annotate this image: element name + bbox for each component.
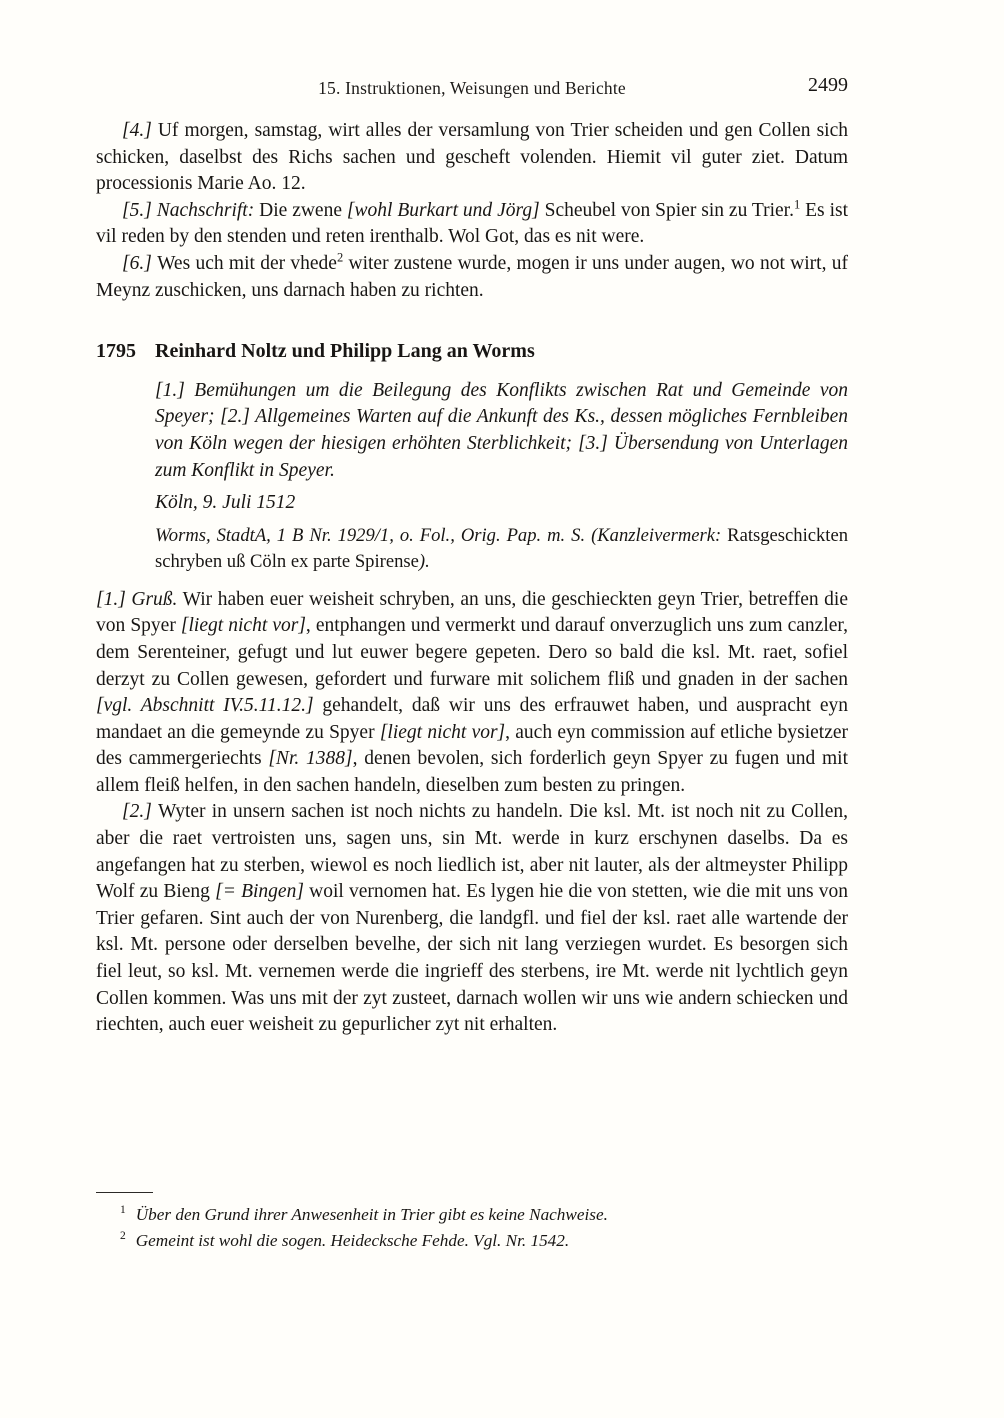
italic-run: [5.] Nachschrift: (122, 199, 260, 221)
italic-run: [liegt nicht vor] (180, 615, 306, 637)
entry-dateline (155, 490, 848, 517)
italic-run: [1.] Gruß. (96, 588, 178, 610)
text-run: Die zwene (259, 199, 347, 221)
text-run: Wyter in unsern sachen ist noch nichts zu handeln. Die ksl. Mt. ist noch nit zu Collen, aber die raet vertroisten uns, sagen uns, sin Mt. werde in kurz erschynen daselbs. Da es angefangen hat zu sterben, wiewol es noch liedlich ist, aber nit lauter, als der altmeyster Philipp Wolf zu Bieng (96, 801, 848, 903)
footnote-ref: 2 (336, 250, 344, 265)
italic-run: Worms, StadtA, 1 B Nr. 1929/1, o. Fol., Orig. Pap. m. S. (Kanzleivermerk: (155, 524, 728, 546)
entry-summary (155, 378, 848, 484)
entry-title: Reinhard Noltz und Philipp Lang an Worms (155, 340, 535, 363)
footnote-number: 1 (120, 1204, 126, 1217)
italic-run: [6.] (122, 252, 158, 274)
footnote-item (96, 1202, 848, 1228)
footnote-rule (96, 1192, 153, 1193)
text-run: witer zustene wurde, mogen ir uns under augen, wo not wirt, uf Meynz zuschicken, uns darnach haben zu richten. (96, 252, 848, 301)
footnote-text: Gemeint ist wohl die sogen. Heidecksche Fehde. Vgl. Nr. 1542. (135, 1230, 570, 1250)
text-run: Ratsgeschickten schryben uß Cöln ex parte Spirense (155, 524, 848, 572)
page-header (96, 76, 848, 100)
italic-run: [vgl. Abschnitt IV.5.11.12.] (96, 695, 314, 717)
text-run: Uf morgen, samstag, wirt alles der versamlung von Trier scheiden und gen Collen sich schicken, daselbst des Richs sachen und gescheft volenden. Hiemit vil guter ziet. Datum processionis Marie Ao. 12. (96, 120, 848, 195)
text-run: Wes uch mit der vhede (157, 252, 337, 274)
italic-run: [wohl Burkart und Jörg] (346, 199, 540, 221)
source-line (155, 523, 848, 575)
footnotes-list (96, 1202, 848, 1253)
italic-run: [4.] (122, 120, 158, 141)
footnote-text: Über den Grund ihrer Anwesenheit in Trier gibt es keine Nachweise. (135, 1205, 608, 1224)
paragraph (96, 799, 848, 1038)
italic-run: Köln, 9. Juli 1512 (155, 492, 296, 514)
text-run: , entphangen und vermerkt und darauf onverzuglich uns zum canzler, dem Serenteiner, gefugt und lut euwer begere gepeten. Dero so bald die ksl. Mt. raet, sofiel derzyt zu Collen gewesen, gefordert und furware mit solichem fliß und gnaden in der sachen (96, 615, 848, 690)
text-run: , auch eyn commission auf etliche bysietzer des cammergeriechts (96, 721, 849, 770)
entry-number: 1795 (96, 340, 136, 363)
italic-run: ). (418, 550, 430, 572)
paragraph (96, 251, 848, 304)
paragraph (96, 118, 848, 198)
italic-run: [2.] (122, 801, 158, 823)
italic-run: [Nr. 1388] (268, 748, 353, 770)
running-head: 15. Instruktionen, Weisungen und Berichte (318, 78, 626, 98)
text-run: woil vernomen hat. Es lygen hie die von stetten, wie die mit uns von Trier gefaren. Sint auch der von Nurenberg, die landgfl. und fiel der ksl. raet alle wartende der ksl. Mt. persone oder derselben bevelhe, der sich nit lang verziegen wurdet. Es besorgen sich fiel leut, so ksl. Mt. vernemen werde die ingrieff des sterbens, ire Mt. werde nit lychtlich geyn Collen kommen. Was uns mit der zyt zusteet, darnach wollen wir uns wie andern schiecken und riechten, auch euer weisheit zu gepurlicher zyt nit erhalten. (96, 881, 848, 1036)
footnotes-section (96, 1192, 848, 1253)
text-body (96, 118, 848, 1039)
paragraph (96, 587, 848, 800)
footnote-item (96, 1228, 848, 1254)
page-number: 2499 (808, 74, 848, 96)
footnote-number: 2 (120, 1229, 126, 1242)
text-run: Wir haben euer weisheit schryben, an uns, die geschieckten geyn Trier, betreffen die von Spyer (96, 588, 848, 637)
text-run: gehandelt, daß wir uns des erfrauwet haben, und auspracht eyn mandaet an die gemeynde zu Spyer (96, 695, 848, 743)
italic-run: [1.] Bemühungen um die Beilegung des Konflikts zwischen Rat und Gemeinde von Speyer; [2.] Allgemeines Warten auf die Ankunft des Ks., dessen mögliches Fernbleiben von Köln wegen der hiesigen erhöhten Sterblichkeit; [3.] Übersendung von Unterlagen zum Konflikt in Speyer. (155, 379, 848, 481)
footnote-ref: 1 (793, 197, 801, 212)
entry-heading (96, 338, 848, 365)
text-run: , denen bevolen, sich forderlich geyn Spyer zu fugen und mit allem fleiß helfen, in den sachen handeln, dieselben zum besten zu pringen. (96, 748, 848, 796)
italic-run: [= Bingen] (215, 881, 304, 903)
text-run: Scheubel von Spier sin zu Trier. (539, 199, 794, 221)
italic-run: [liegt nicht vor] (379, 721, 506, 743)
text-run: Es ist vil reden by den stenden und reten irenthalb. Wol Got, das es nit were. (96, 199, 848, 248)
paragraph (96, 198, 848, 251)
